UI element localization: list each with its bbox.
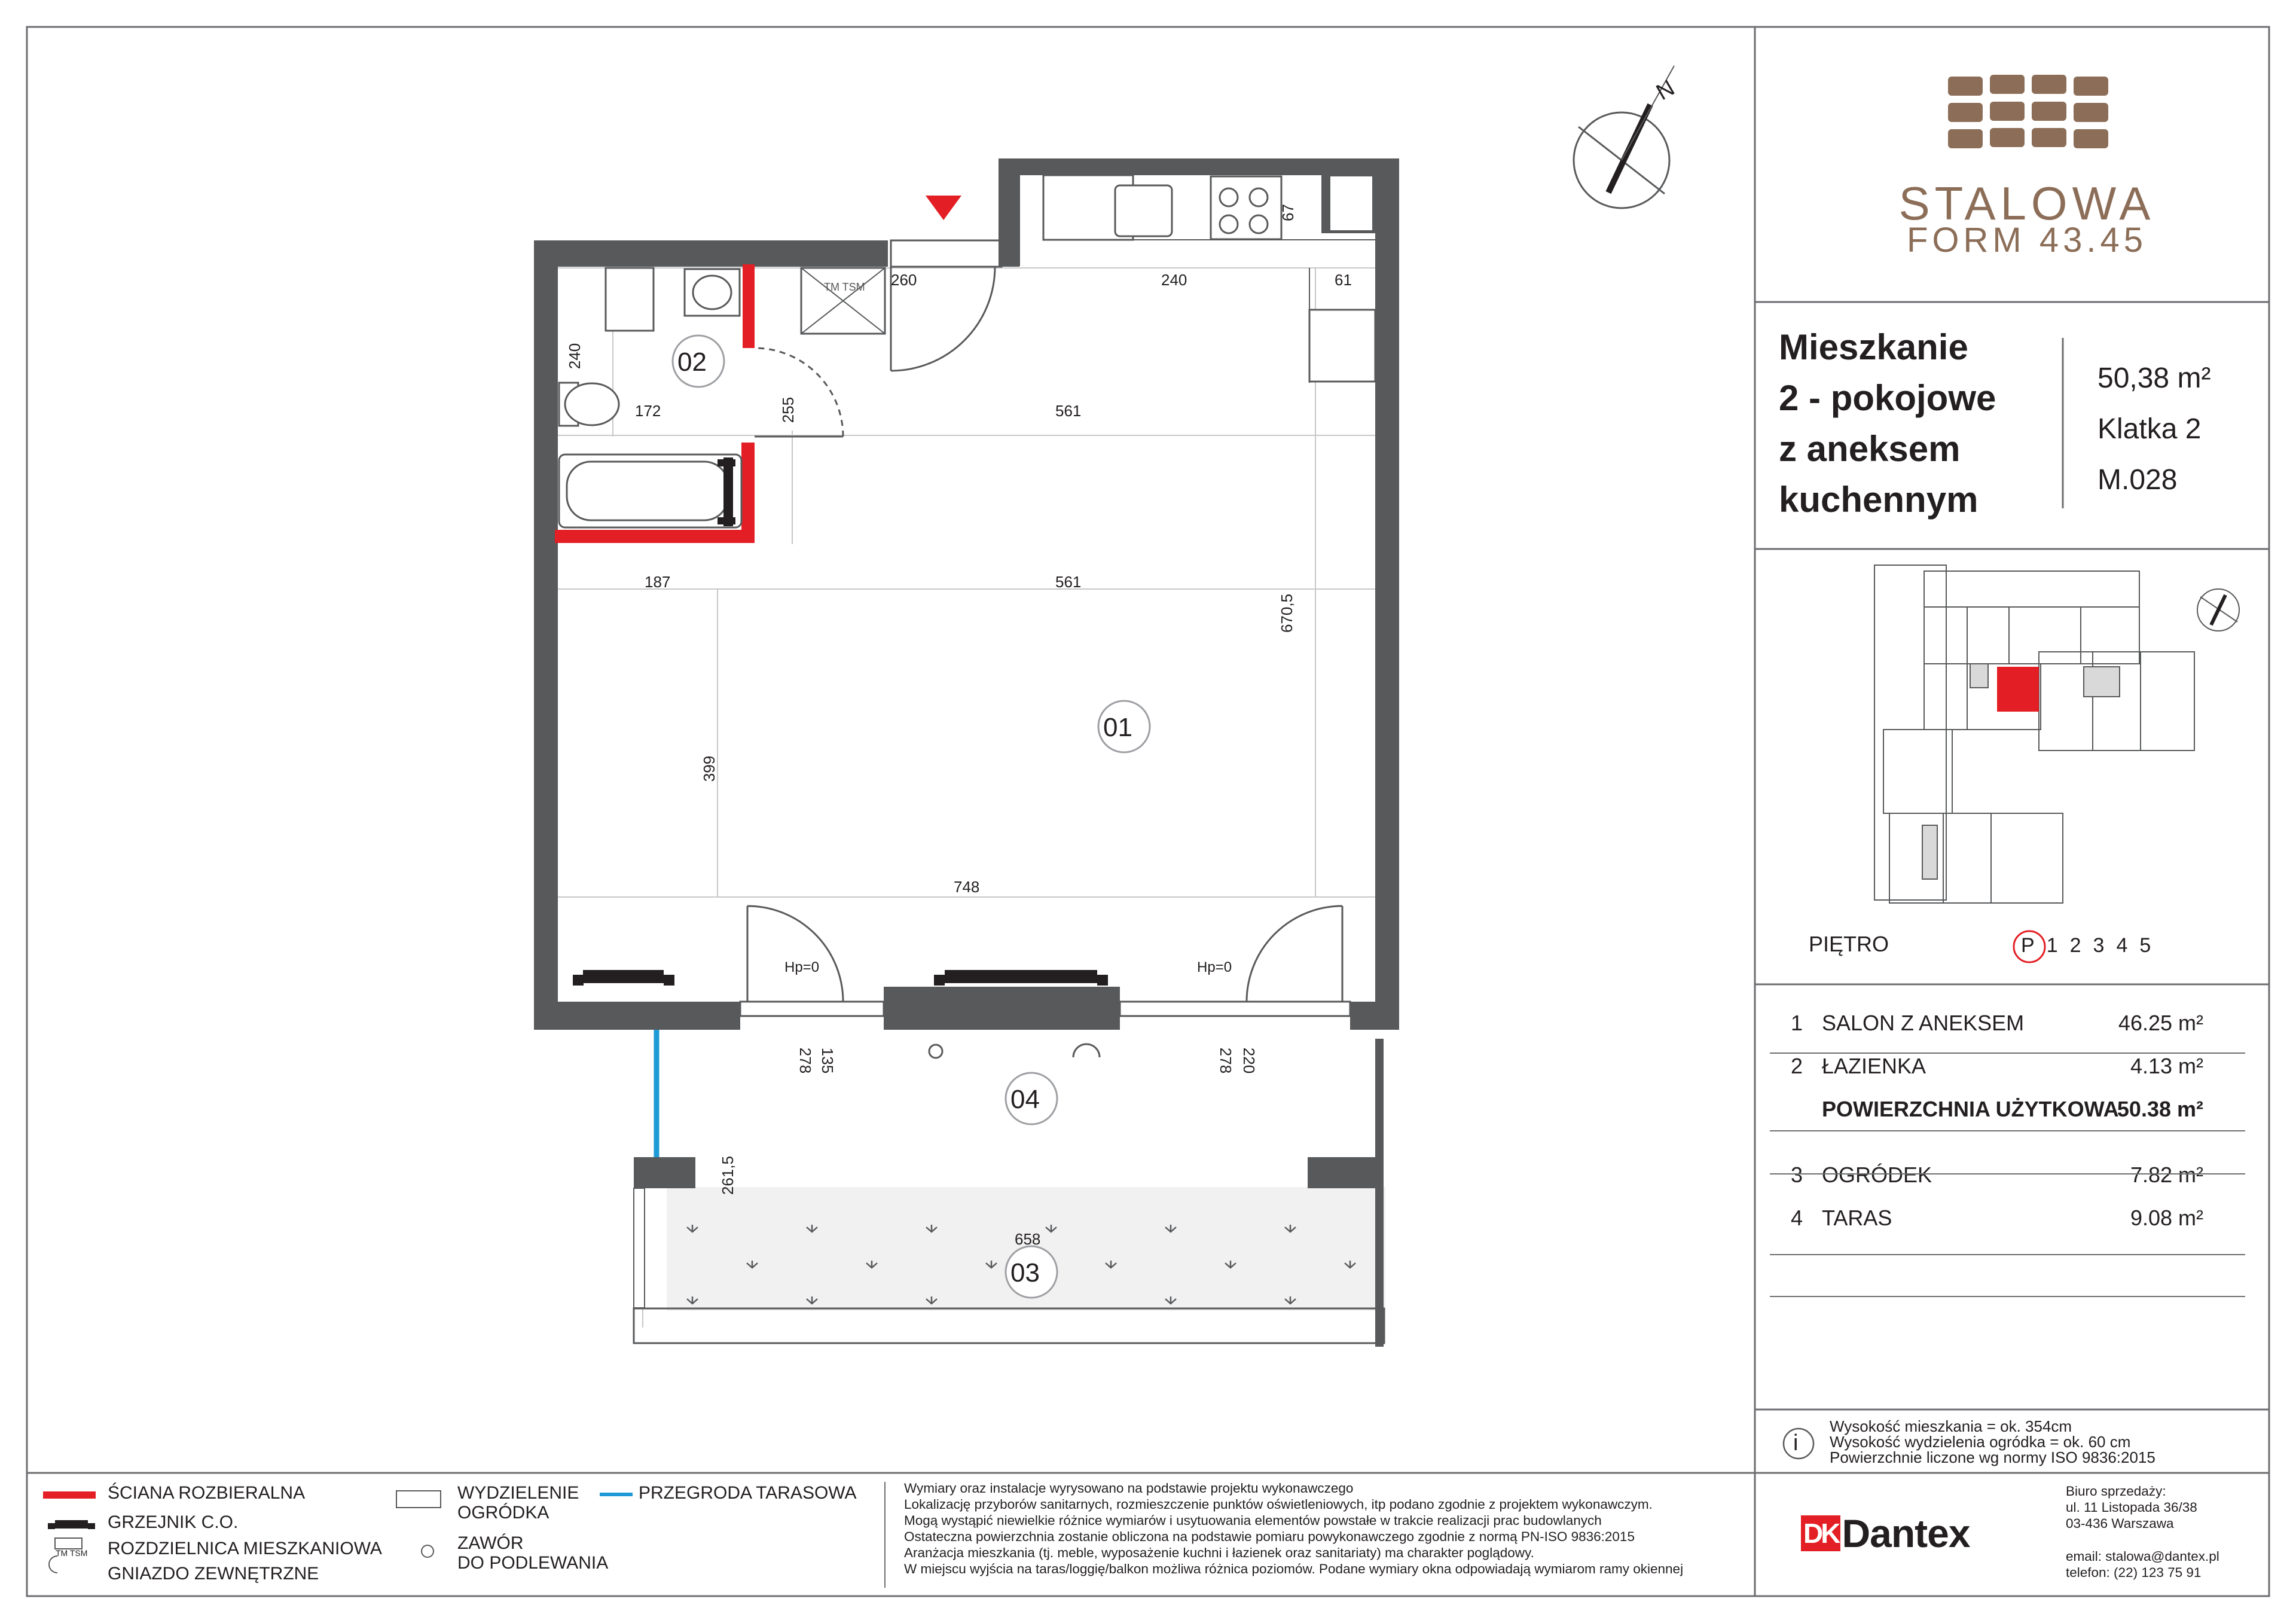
- stalowa-logo-icon: [1948, 75, 2108, 148]
- dim-561-b: 561: [1055, 573, 1082, 591]
- dim-658: 658: [1015, 1230, 1041, 1248]
- apartment-title-line: z aneksem: [1779, 429, 1961, 469]
- room-area: 46.25 m²: [2118, 1011, 2203, 1035]
- apartment-staircase: Klatka 2: [2097, 413, 2202, 445]
- dantex-name: Dantex: [1842, 1511, 1970, 1555]
- valve-icon: [929, 1045, 942, 1058]
- apartment-title-line: Mieszkanie: [1779, 327, 1968, 367]
- dim-399: 399: [700, 755, 719, 782]
- tm-tsm-label: TM TSM: [824, 281, 865, 293]
- dim-561-a: 561: [1055, 402, 1082, 420]
- room-table: [1791, 1011, 2203, 1249]
- legend-tm-tsm: TM TSM: [56, 1548, 88, 1558]
- legend-socket: GNIAZDO ZEWNĘTRZNE: [108, 1564, 319, 1584]
- table-row: [1791, 1054, 2203, 1097]
- room-name: ŁAZIENKA: [1822, 1054, 1926, 1078]
- dantex-logo: [1801, 1511, 1970, 1555]
- dim-135: 135: [819, 1047, 837, 1074]
- sales-office-line: Biuro sprzedaży:: [2066, 1484, 2166, 1499]
- room-number: 1: [1791, 1011, 1803, 1035]
- legend-partition: PRZEGRODA TARASOWA: [639, 1483, 857, 1503]
- table-divider: [1770, 1254, 2245, 1255]
- disclaimer-line: Aranżacja mieszkania (tj. meble, wyposażenie kuchni i łazienek oraz sanitariaty) ma charakter poglądowy.: [904, 1545, 1534, 1560]
- brand-name-line1: STALOWA: [1898, 177, 2155, 230]
- dim-255: 255: [779, 396, 798, 423]
- info-icon: [1784, 1429, 1813, 1459]
- sales-office-line: 03-436 Warszawa: [2066, 1516, 2174, 1531]
- floor-p[interactable]: P: [2021, 934, 2035, 957]
- disclaimer-line: Lokalizację przyborów sanitarnych, rozmieszczenie punktów oświetleniowych, itp podano zgodnie z projektem wykonawczym.: [904, 1497, 1653, 1512]
- apartment-plan: [534, 158, 1399, 1347]
- dim-278-b: 278: [1217, 1047, 1235, 1074]
- dim-240-left: 240: [566, 343, 584, 370]
- floor-5[interactable]: 5: [2139, 934, 2151, 957]
- distributor-symbol-icon: [55, 1538, 82, 1549]
- disclaimer-line: Ostateczna powierzchnia zostanie obliczona na podstawie pomiaru powykonawczego zgodnie z normą PN-ISO 9836:2015: [904, 1529, 1635, 1544]
- floor-4[interactable]: 4: [2116, 934, 2128, 957]
- legend-garden-line2: OGRÓDKA: [457, 1503, 549, 1523]
- note-line: Wysokość mieszkania = ok. 354cm: [1830, 1417, 2072, 1435]
- floor-1[interactable]: 1: [2046, 934, 2058, 957]
- room-name: SALON Z ANEKSEM: [1822, 1011, 2025, 1035]
- usable-area-label: POWIERZCHNIA UŻYTKOWA: [1822, 1097, 2119, 1121]
- valve-symbol-icon: [422, 1545, 433, 1557]
- socket-icon: [1073, 1044, 1100, 1057]
- dim-670-5: 670,5: [1278, 593, 1296, 633]
- room-name: OGRÓDEK: [1822, 1163, 1932, 1187]
- dantex-logo-mark-icon: DK: [1801, 1515, 1840, 1551]
- table-row: [1791, 1163, 2203, 1206]
- hp-right: Hp=0: [1197, 959, 1232, 975]
- hp-left: Hp=0: [784, 959, 820, 975]
- apartment-unit: M.028: [2097, 464, 2178, 496]
- room-number: 2: [1791, 1054, 1803, 1078]
- legend-valve-line1: ZAWÓR: [457, 1533, 524, 1553]
- apartment-location-highlight: [1997, 667, 2039, 712]
- key-plan-compass-icon: [2197, 589, 2239, 631]
- socket-symbol-icon: [49, 1556, 57, 1573]
- usable-area-row: [1791, 1097, 2203, 1163]
- sales-office: [2066, 1483, 2219, 1581]
- table-divider: [1770, 1052, 2245, 1054]
- table-divider: [1770, 1130, 2245, 1131]
- apartment-title-line: kuchennym: [1779, 480, 1979, 520]
- room-area: 9.08 m²: [2130, 1206, 2203, 1230]
- dim-61: 61: [1335, 271, 1352, 289]
- dim-261-5: 261,5: [719, 1155, 737, 1195]
- room-02-label: 02: [677, 347, 707, 377]
- table-divider: [1770, 1296, 2245, 1297]
- table-row: [1791, 1011, 2203, 1054]
- bathroom-fixtures: [559, 268, 885, 527]
- removable-wall-symbol-icon: [43, 1491, 96, 1499]
- legend-radiator: GRZEJNIK C.O.: [108, 1512, 239, 1532]
- sales-office-phone[interactable]: telefon: (22) 123 75 91: [2066, 1565, 2202, 1580]
- room-area: 4.13 m²: [2130, 1054, 2203, 1078]
- north-label: N: [1652, 75, 1679, 106]
- dim-240-top: 240: [1161, 271, 1187, 289]
- room-area: 7.82 m²: [2130, 1163, 2203, 1187]
- table-row: [1791, 1206, 2203, 1249]
- info-letter: i: [1793, 1430, 1799, 1456]
- brand-name-line2: FORM 43.45: [1907, 221, 2147, 260]
- disclaimer-line: W miejscu wyjścia na taras/loggię/balkon możliwa różnica poziomów. Podane wymiary okna odpowiadają wymiarom ramy okiennej: [904, 1561, 1684, 1576]
- room-01-label: 01: [1103, 713, 1132, 742]
- apartment-area: 50,38 m²: [2097, 362, 2211, 394]
- floor-2[interactable]: 2: [2069, 934, 2081, 957]
- sheet-frame: [27, 27, 2269, 1596]
- entrance-marker-icon: [926, 196, 961, 220]
- notes: [1830, 1418, 2155, 1465]
- radiator-symbol-icon: [48, 1520, 95, 1529]
- disclaimer-line: Wymiary oraz instalacje wyrysowano na podstawie projektu wykonawczego: [904, 1481, 1354, 1496]
- room-04-label: 04: [1010, 1085, 1040, 1114]
- floor-selector: [2021, 934, 2151, 957]
- apartment-title-line: 2 - pokojowe: [1779, 378, 1996, 418]
- disclaimer-line: Mogą wystąpić niewielkie różnice wymiarów i usytuowania elementów powstałe w trakcie realizacji prac budowlanych: [904, 1513, 1602, 1528]
- dim-260: 260: [891, 271, 917, 289]
- legend-wall: ŚCIANA ROZBIERALNA: [108, 1483, 306, 1503]
- apartment-title: [1779, 322, 1996, 525]
- door-swings: [747, 267, 1342, 1002]
- dim-187: 187: [645, 573, 671, 591]
- dim-67: 67: [1278, 204, 1297, 221]
- table-divider: [1770, 1173, 2245, 1174]
- room-name: TARAS: [1822, 1206, 1892, 1230]
- floor-3[interactable]: 3: [2093, 934, 2105, 957]
- dim-172: 172: [635, 402, 661, 420]
- room-03-label: 03: [1010, 1258, 1040, 1288]
- garden-symbol-icon: [396, 1491, 441, 1508]
- legend-valve-line2: DO PODLEWANIA: [457, 1553, 609, 1573]
- dim-748: 748: [954, 878, 980, 896]
- sales-office-line: ul. 11 Listopada 36/38: [2066, 1500, 2197, 1515]
- usable-area-value: 50.38 m²: [2117, 1097, 2203, 1121]
- sales-office-email[interactable]: email: stalowa@dantex.pl: [2066, 1549, 2219, 1564]
- room-number: 4: [1791, 1206, 1803, 1230]
- key-plan-diagram: [1874, 565, 2194, 903]
- note-line: Powierzchnie liczone wg normy ISO 9836:2015: [1830, 1448, 2155, 1466]
- dim-220: 220: [1240, 1047, 1259, 1074]
- legend-distributor: ROZDZIELNICA MIESZKANIOWA: [108, 1539, 382, 1558]
- legend-garden-line1: WYDZIELENIE: [457, 1483, 579, 1503]
- garden-boundary: [634, 1308, 1384, 1343]
- room-number: 3: [1791, 1163, 1803, 1187]
- floor-label: PIĘTRO: [1809, 932, 1889, 956]
- apartment-meta: [2097, 353, 2210, 505]
- dim-278-a: 278: [796, 1047, 815, 1074]
- note-line: Wysokość wydzielenia ogródka = ok. 60 cm: [1830, 1433, 2131, 1451]
- disclaimer: [904, 1480, 1683, 1577]
